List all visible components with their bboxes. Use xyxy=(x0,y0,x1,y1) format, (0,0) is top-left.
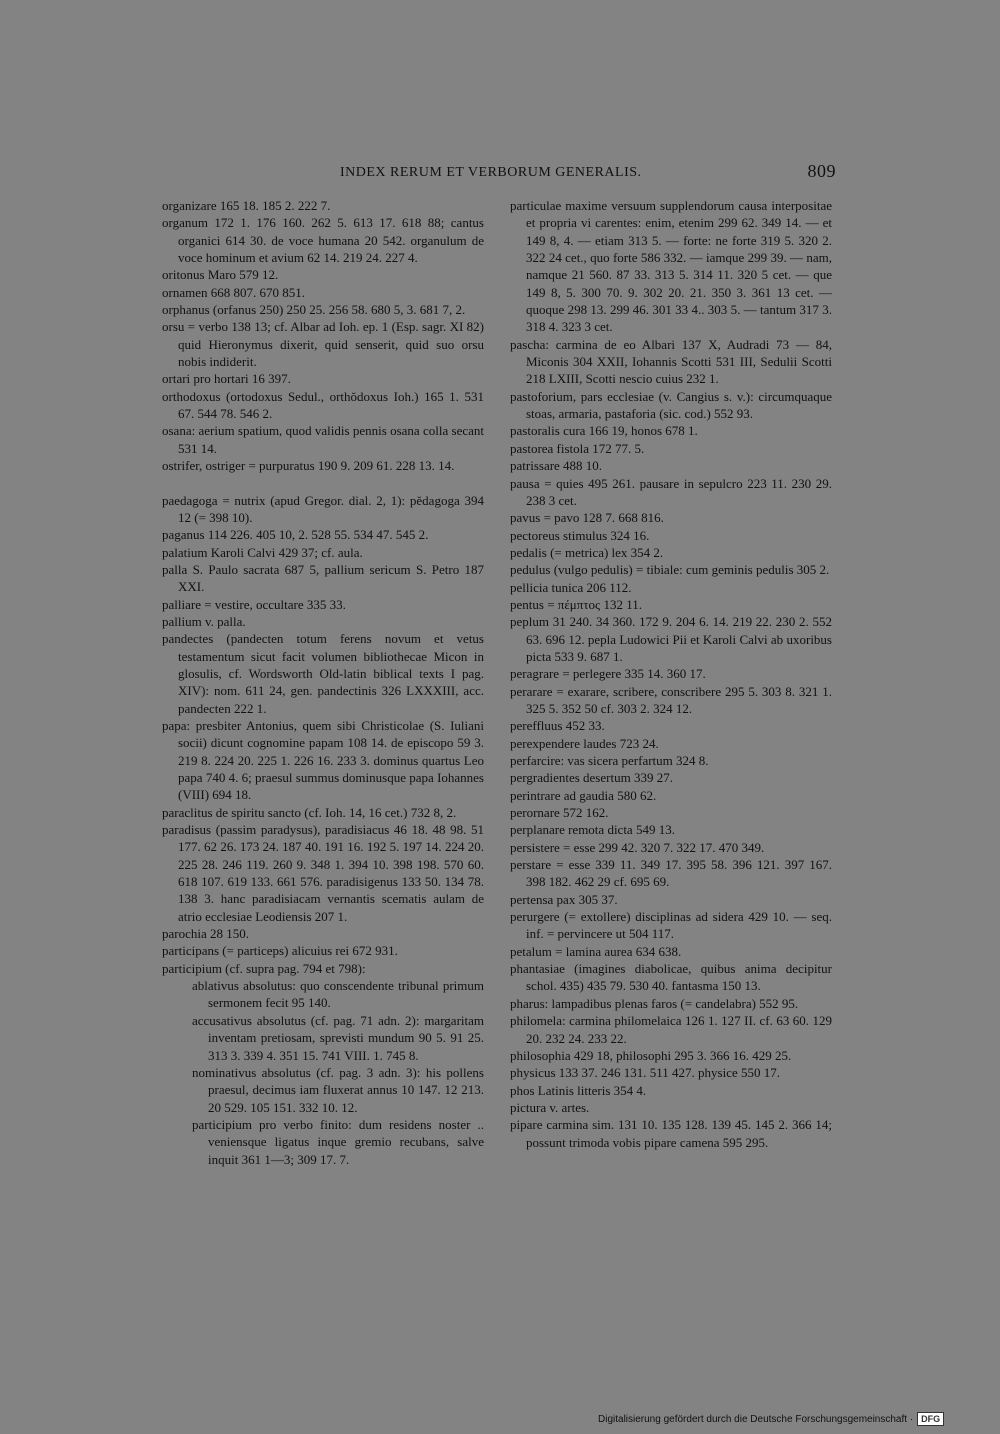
index-entry: pergradientes desertum 339 27. xyxy=(510,770,673,786)
right-column xyxy=(510,197,832,1151)
index-entry: paedagoga = nutrix (apud Gregor. dial. 2, 1): pĕdagoga 394 12 (= 398 10). xyxy=(162,492,484,525)
index-entry: physicus 133 37. 246 131. 511 427. physice 550 17. xyxy=(510,1065,780,1081)
index-entry: pascha: carmina de eo Albari 137 X, Audradi 73 — 84, Miconis 304 XXII, Iohannis Scotti 531 III, Sedulii Scotti 218 LXIII, Scotti nescio cuius 232 1. xyxy=(510,336,832,387)
index-entry: palliare = vestire, occultare 335 33. xyxy=(162,596,346,612)
page-header xyxy=(160,163,836,187)
index-entry: pastoforium, pars ecclesiae (v. Cangius s. v.): circumquaque stoas, armaria, pastaforia (sic. cod.) 552 93. xyxy=(510,388,832,422)
index-entry: perplanare remota dicta 549 13. xyxy=(510,822,675,838)
index-entry: parochia 28 150. xyxy=(162,926,250,942)
index-entry: perintrare ad gaudia 580 62. xyxy=(510,787,657,803)
index-entry: pellicia tunica 206 112. xyxy=(510,579,632,595)
index-entry: oritonus Maro 579 12. xyxy=(162,267,279,283)
index-entry: palatium Karoli Calvi 429 37; cf. aula. xyxy=(162,544,363,560)
index-entry: pentus = πέμπτος 132 11. xyxy=(510,596,642,612)
index-entry: organum 172 1. 176 160. 262 5. 613 17. 618 88; cantus organici 614 30. de voce humana 20 542. organulum de voce hominum et avium 62 14. 219 24. 227 4. xyxy=(162,215,484,266)
index-entry: ornamen 668 807. 670 851. xyxy=(162,284,305,300)
index-entry: philomela: carmina philomelaica 126 1. 127 II. cf. 63 60. 129 20. 232 24. 233 22. xyxy=(510,1013,832,1046)
index-entry: pedulus (vulgo pedulis) = tibiale: cum geminis pedulis 305 2. xyxy=(510,562,830,578)
index-entry: peplum 31 240. 34 360. 172 9. 204 6. 14. 219 22. 230 2. 552 63. 696 12. pepla Ludowici Pii et Karoli Calvi ab uxoribus picta 533 9. 687 1. xyxy=(510,614,832,664)
index-entry: pereffluus 452 33. xyxy=(510,718,605,734)
index-entry: papa: presbiter Antonius, quem sibi Christicolae (S. Iuliani socii) dicunt cognomine papam 108 14. de episcopo 59 3. 219 8. 224 20. 225 1. 226 16. 233 3. dominus quartus Leo papa 740 4. 6; praesul summus dominusque papa Iohannes (VIII) 694 18. xyxy=(162,717,484,803)
index-entry: phos Latinis litteris 354 4. xyxy=(510,1082,647,1098)
index-entry: pandectes (pandecten totum ferens novum et vetus testamentum sicut facit volumen bibliothecae Micon in glosulis, cf. Wordsworth Old-latin biblical texts I pag. XIV): nom. 611 24, gen. pandectinis 326 LXXXIII, acc. pandecten 222 1. xyxy=(162,631,484,716)
index-entry: peragrare = perlegere 335 14. 360 17. xyxy=(510,666,706,682)
index-entry: pectoreus stimulus 324 16. xyxy=(510,527,650,543)
index-entry: phantasiae (imagines diabolicae, quibus anima decipitur schol. 435) 435 79. 530 40. fantasma 150 13. xyxy=(510,961,832,994)
index-entry: particulae maxime versuum supplendorum causa interpositae et propria vi carentes: enim, etenim 299 62. 349 14. — et 149 8, 4. — etiam 313 5. — forte: ne forte 319 5. 320 2. 322 24 cet., quo forte 586 332. — iamque 299 39. — nam, namque 21 560. 87 33. 313 5. 314 11. 320 5 cet. — que 149 8, 5. 300 70. 9. 302 20. 21. 350 3. 361 13 cet. — quoque 298 13. 299 46. 301 33 4.. 303 5. — tantum 317 3. 318 4. 323 3 cet. xyxy=(510,198,832,335)
index-entry: paradisus (passim paradysus), paradisiacus 46 18. 48 98. 51 177. 62 26. 173 24. 187 40. 191 16. 192 5. 197 14. 224 20. 225 28. 246 119. 260 9. 348 1. 394 10. 398 198. 570 60. 618 107. 619 133. 661 576. paradisigenus 133 50. 134 78. 138 3. hanc paradisiacam vernantis scematis aulam de atrio ecclesiae Leodiensis 207 1. xyxy=(162,822,484,924)
index-entry: perarare = exarare, scribere, conscribere 295 5. 303 8. 321 1. 325 5. 352 50 cf. 303 2. 324 12. xyxy=(510,683,832,716)
index-entry: orsu = verbo 138 13; cf. Albar ad Ioh. ep. 1 (Esp. sagr. XI 82) quid Hieronymus dixerit, quid senserit, quid suo orsu nobis indiderit. xyxy=(162,319,484,370)
index-entry: pastoralis cura 166 19, honos 678 1. xyxy=(510,423,698,439)
index-entry: perornare 572 162. xyxy=(510,805,609,821)
index-entry: petalum = lamina aurea 634 638. xyxy=(510,943,682,959)
index-entry: persistere = esse 299 42. 320 7. 322 17. 470 349. xyxy=(510,839,765,855)
index-entry: ablativus absolutus: quo conscendente tribunal primum sermonem fecit 95 140. xyxy=(192,978,484,1011)
index-entry: pallium v. palla. xyxy=(162,613,246,629)
index-entry: pausa = quies 495 261. pausare in sepulcro 223 11. 230 29. 238 3 cet. xyxy=(510,475,832,508)
running-title: INDEX RERUM ET VERBORUM GENERALIS. xyxy=(340,165,642,180)
index-entry: participans (= particeps) alicuius rei 672 931. xyxy=(162,943,398,959)
index-entry: perfarcire: vas sicera perfartum 324 8. xyxy=(510,753,709,768)
index-entry: accusativus absolutus (cf. pag. 71 adn. 2): margaritam inventam pretiosam, sprevisti mundum 90 5. 91 25. 313 3. 339 4. 351 15. 741 VIII. 1. 745 8. xyxy=(192,1012,484,1063)
index-entry: pertensa pax 305 37. xyxy=(510,891,618,907)
index-entry: philosophia 429 18, philosophi 295 3. 366 16. 429 25. xyxy=(510,1047,792,1063)
index-entry: ostrifer, ostriger = purpuratus 190 9. 209 61. 228 13. 14. xyxy=(162,458,455,474)
index-entry: perstare = esse 339 11. 349 17. 395 58. 396 121. 397 167. 398 182. 462 29 cf. 695 69. xyxy=(510,857,832,890)
index-entry: organizare 165 18. 185 2. 222 7. xyxy=(162,198,331,213)
index-entry: pastorea fistola 172 77. 5. xyxy=(510,440,645,456)
index-entry: pharus: lampadibus plenas faros (= candelabra) 552 95. xyxy=(510,995,799,1011)
footer-credit xyxy=(598,1412,944,1426)
page-number: 809 xyxy=(807,161,836,181)
index-entry: orthodoxus (ortodoxus Sedul., orthŏdoxus Ioh.) 165 1. 531 67. 544 78. 546 2. xyxy=(162,388,484,422)
index-entry: ortari pro hortari 16 397. xyxy=(162,371,291,387)
dfg-logo: DFG xyxy=(917,1412,944,1426)
index-entry: perexpendere laudes 723 24. xyxy=(510,735,659,751)
index-entry: pavus = pavo 128 7. 668 816. xyxy=(510,510,664,526)
funding-credit: Digitalisierung gefördert durch die Deutsche Forschungsgemeinschaft · xyxy=(598,1413,914,1425)
index-entry: paraclitus de spiritu sancto (cf. Ioh. 14, 16 cet.) 732 8, 2. xyxy=(162,804,457,820)
index-entry: paganus 114 226. 405 10, 2. 528 55. 534 47. 545 2. xyxy=(162,527,429,543)
index-entry: patrissare 488 10. xyxy=(510,458,603,474)
index-entry: orphanus (orfanus 250) 250 25. 256 58. 680 5, 3. 681 7, 2. xyxy=(162,302,466,318)
index-entry: participium (cf. supra pag. 794 et 798): xyxy=(162,960,366,976)
left-column xyxy=(162,197,484,1168)
index-entry: pedalis (= metrica) lex 354 2. xyxy=(510,544,664,560)
index-entry: pictura v. artes. xyxy=(510,1099,590,1115)
index-entry: osana: aerium spatium, quod validis pennis osana colla secant 531 14. xyxy=(162,423,484,456)
index-entry: participium pro verbo finito: dum residens noster .. veniensque ligatus inque gremio recubans, salve inquit 361 1—3; 309 17. 7. xyxy=(192,1116,484,1167)
index-entry: pipare carmina sim. 131 10. 135 128. 139 45. 145 2. 366 14; possunt trimoda vobis pipare camena 595 295. xyxy=(510,1117,832,1150)
index-entry: nominativus absolutus (cf. pag. 3 adn. 3): his pollens praesul, decimus iam fluxerat annus 10 147. 12 213. 20 529. 105 151. 332 10. 12. xyxy=(192,1064,484,1115)
index-entry: palla S. Paulo sacrata 687 5, pallium sericum S. Petro 187 XXI. xyxy=(162,561,484,595)
index-entry: perurgere (= extollere) disciplinas ad sidera 429 10. — seq. inf. = pervincere ut 504 117. xyxy=(510,909,832,942)
